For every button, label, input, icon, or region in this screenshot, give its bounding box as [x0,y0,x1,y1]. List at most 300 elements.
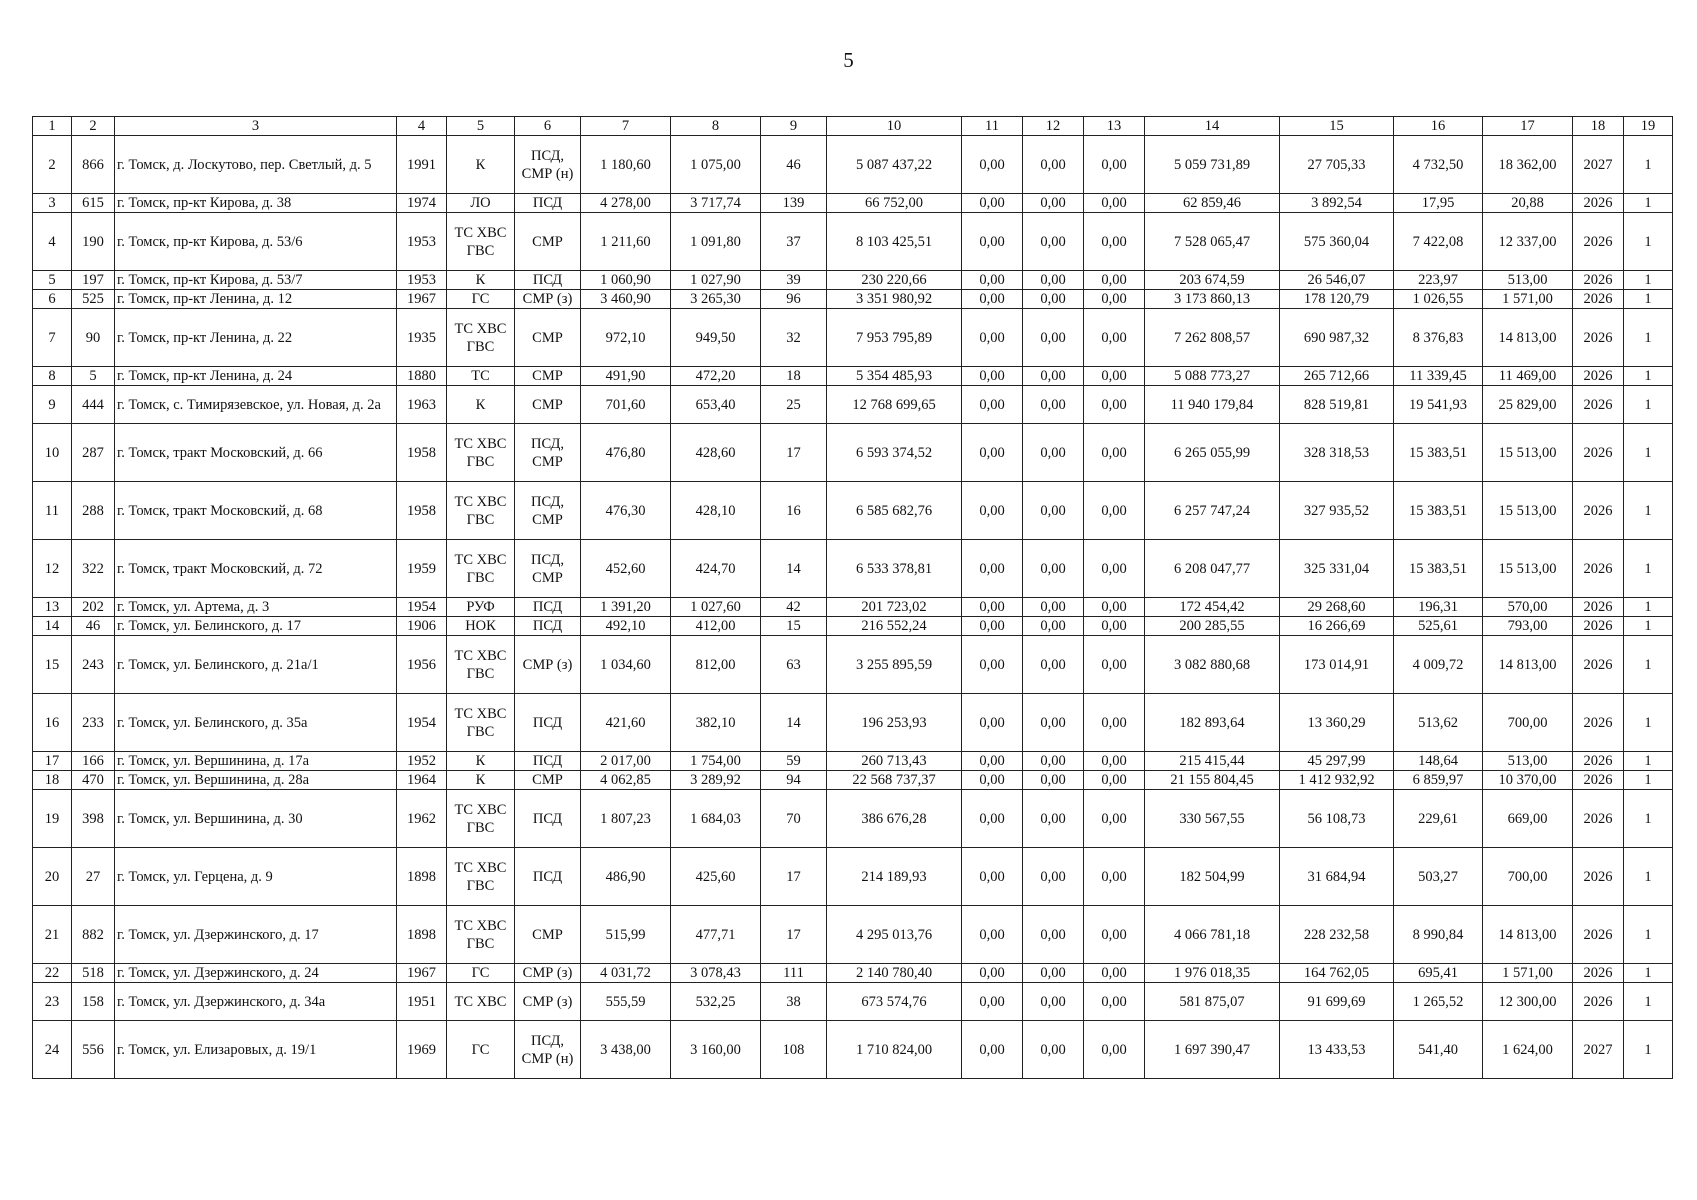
col-14-value-cell: 11 940 179,84 [1145,386,1280,424]
col-15-value-cell: 265 712,66 [1280,367,1394,386]
row-index-cell: 7 [33,309,72,367]
year-planned-cell: 2026 [1573,694,1624,752]
col-17-value-cell: 1 624,00 [1483,1021,1573,1079]
col-16-value-cell: 19 541,93 [1394,386,1483,424]
residents-cell: 15 [761,617,827,636]
year-cell: 1956 [397,636,447,694]
table-row [33,271,1673,290]
address-cell: г. Томск, ул. Дзержинского, д. 34а [115,983,397,1021]
col-15-value-cell: 575 360,04 [1280,213,1394,271]
col-19-value-cell: 1 [1624,136,1673,194]
col-15-value-cell: 26 546,07 [1280,271,1394,290]
column-number-4: 4 [397,117,447,136]
living-area-cell: 812,00 [671,636,761,694]
residents-cell: 14 [761,694,827,752]
table-row [33,386,1673,424]
work-type-cell: СМР [515,367,581,386]
row-index-cell: 10 [33,424,72,482]
work-type-cell: ПСД, СМР [515,424,581,482]
col-14-value-cell: 7 528 065,47 [1145,213,1280,271]
work-type-cell: ПСД [515,694,581,752]
col-12-value-cell: 0,00 [1023,367,1084,386]
address-cell: г. Томск, ул. Артема, д. 3 [115,598,397,617]
col-11-value-cell: 0,00 [962,771,1023,790]
row-index-cell: 14 [33,617,72,636]
object-id-cell: 866 [72,136,115,194]
total-area-cell: 1 180,60 [581,136,671,194]
year-planned-cell: 2026 [1573,540,1624,598]
row-index-cell: 15 [33,636,72,694]
total-cost-cell: 6 533 378,81 [827,540,962,598]
total-cost-cell: 8 103 425,51 [827,213,962,271]
year-planned-cell: 2026 [1573,367,1624,386]
col-12-value-cell: 0,00 [1023,636,1084,694]
system-type-cell: К [447,271,515,290]
object-id-cell: 202 [72,598,115,617]
col-14-value-cell: 5 059 731,89 [1145,136,1280,194]
col-17-value-cell: 15 513,00 [1483,540,1573,598]
year-planned-cell: 2026 [1573,194,1624,213]
col-13-value-cell: 0,00 [1084,1021,1145,1079]
year-cell: 1953 [397,213,447,271]
year-planned-cell: 2026 [1573,598,1624,617]
total-area-cell: 4 278,00 [581,194,671,213]
col-16-value-cell: 15 383,51 [1394,540,1483,598]
col-16-value-cell: 541,40 [1394,1021,1483,1079]
col-14-value-cell: 4 066 781,18 [1145,906,1280,964]
work-type-cell: ПСД [515,194,581,213]
address-cell: г. Томск, ул. Вершинина, д. 17а [115,752,397,771]
col-11-value-cell: 0,00 [962,1021,1023,1079]
residents-cell: 38 [761,983,827,1021]
address-cell: г. Томск, пр-кт Ленина, д. 24 [115,367,397,386]
col-15-value-cell: 173 014,91 [1280,636,1394,694]
col-13-value-cell: 0,00 [1084,983,1145,1021]
total-area-cell: 4 062,85 [581,771,671,790]
system-type-cell: ТС ХВС ГВС [447,424,515,482]
col-13-value-cell: 0,00 [1084,694,1145,752]
system-type-cell: К [447,136,515,194]
residents-cell: 17 [761,906,827,964]
page-number: 5 [843,48,854,72]
col-13-value-cell: 0,00 [1084,213,1145,271]
year-planned-cell: 2026 [1573,752,1624,771]
table-row [33,482,1673,540]
col-12-value-cell: 0,00 [1023,136,1084,194]
col-12-value-cell: 0,00 [1023,906,1084,964]
total-area-cell: 1 211,60 [581,213,671,271]
col-12-value-cell: 0,00 [1023,194,1084,213]
register-table [32,116,1673,1079]
column-number-18: 18 [1573,117,1624,136]
residents-cell: 139 [761,194,827,213]
col-12-value-cell: 0,00 [1023,540,1084,598]
col-19-value-cell: 1 [1624,636,1673,694]
total-area-cell: 3 438,00 [581,1021,671,1079]
col-14-value-cell: 330 567,55 [1145,790,1280,848]
col-19-value-cell: 1 [1624,790,1673,848]
column-number-13: 13 [1084,117,1145,136]
col-12-value-cell: 0,00 [1023,617,1084,636]
year-planned-cell: 2026 [1573,617,1624,636]
col-13-value-cell: 0,00 [1084,790,1145,848]
col-11-value-cell: 0,00 [962,694,1023,752]
object-id-cell: 525 [72,290,115,309]
column-number-8: 8 [671,117,761,136]
residents-cell: 16 [761,482,827,540]
col-16-value-cell: 695,41 [1394,964,1483,983]
col-16-value-cell: 1 026,55 [1394,290,1483,309]
col-17-value-cell: 25 829,00 [1483,386,1573,424]
col-14-value-cell: 21 155 804,45 [1145,771,1280,790]
col-13-value-cell: 0,00 [1084,617,1145,636]
living-area-cell: 3 289,92 [671,771,761,790]
total-cost-cell: 66 752,00 [827,194,962,213]
total-area-cell: 701,60 [581,386,671,424]
table-row [33,290,1673,309]
living-area-cell: 1 027,60 [671,598,761,617]
address-cell: г. Томск, пр-кт Кирова, д. 53/7 [115,271,397,290]
table-row [33,1021,1673,1079]
total-cost-cell: 201 723,02 [827,598,962,617]
total-area-cell: 452,60 [581,540,671,598]
col-16-value-cell: 4 009,72 [1394,636,1483,694]
residents-cell: 32 [761,309,827,367]
residents-cell: 111 [761,964,827,983]
object-id-cell: 243 [72,636,115,694]
system-type-cell: ТС ХВС ГВС [447,790,515,848]
object-id-cell: 190 [72,213,115,271]
col-11-value-cell: 0,00 [962,540,1023,598]
system-type-cell: ЛО [447,194,515,213]
year-planned-cell: 2027 [1573,1021,1624,1079]
column-number-2: 2 [72,117,115,136]
col-11-value-cell: 0,00 [962,752,1023,771]
year-planned-cell: 2026 [1573,424,1624,482]
col-16-value-cell: 196,31 [1394,598,1483,617]
col-17-value-cell: 513,00 [1483,271,1573,290]
work-type-cell: СМР (з) [515,290,581,309]
living-area-cell: 412,00 [671,617,761,636]
year-planned-cell: 2026 [1573,309,1624,367]
column-number-3: 3 [115,117,397,136]
total-area-cell: 4 031,72 [581,964,671,983]
col-14-value-cell: 200 285,55 [1145,617,1280,636]
year-planned-cell: 2026 [1573,271,1624,290]
col-19-value-cell: 1 [1624,906,1673,964]
work-type-cell: СМР [515,906,581,964]
col-15-value-cell: 178 120,79 [1280,290,1394,309]
residents-cell: 70 [761,790,827,848]
col-15-value-cell: 164 762,05 [1280,964,1394,983]
address-cell: г. Томск, тракт Московский, д. 66 [115,424,397,482]
col-17-value-cell: 700,00 [1483,694,1573,752]
total-cost-cell: 216 552,24 [827,617,962,636]
table-row [33,367,1673,386]
col-12-value-cell: 0,00 [1023,424,1084,482]
column-number-16: 16 [1394,117,1483,136]
col-11-value-cell: 0,00 [962,290,1023,309]
table-row [33,964,1673,983]
col-19-value-cell: 1 [1624,983,1673,1021]
col-11-value-cell: 0,00 [962,271,1023,290]
address-cell: г. Томск, тракт Московский, д. 68 [115,482,397,540]
col-13-value-cell: 0,00 [1084,290,1145,309]
object-id-cell: 882 [72,906,115,964]
work-type-cell: ПСД [515,848,581,906]
year-cell: 1967 [397,290,447,309]
address-cell: г. Томск, ул. Дзержинского, д. 17 [115,906,397,964]
year-cell: 1951 [397,983,447,1021]
address-cell: г. Томск, с. Тимирязевское, ул. Новая, д. 2а [115,386,397,424]
table-row [33,771,1673,790]
col-12-value-cell: 0,00 [1023,213,1084,271]
living-area-cell: 477,71 [671,906,761,964]
object-id-cell: 27 [72,848,115,906]
total-cost-cell: 6 593 374,52 [827,424,962,482]
col-16-value-cell: 229,61 [1394,790,1483,848]
total-cost-cell: 1 710 824,00 [827,1021,962,1079]
column-number-15: 15 [1280,117,1394,136]
work-type-cell: СМР [515,771,581,790]
address-cell: г. Томск, ул. Вершинина, д. 30 [115,790,397,848]
table-body [33,136,1673,1079]
year-cell: 1969 [397,1021,447,1079]
col-15-value-cell: 3 892,54 [1280,194,1394,213]
col-13-value-cell: 0,00 [1084,309,1145,367]
row-index-cell: 20 [33,848,72,906]
living-area-cell: 1 075,00 [671,136,761,194]
col-11-value-cell: 0,00 [962,617,1023,636]
row-index-cell: 2 [33,136,72,194]
total-area-cell: 486,90 [581,848,671,906]
total-area-cell: 515,99 [581,906,671,964]
living-area-cell: 3 717,74 [671,194,761,213]
work-type-cell: ПСД [515,617,581,636]
residents-cell: 14 [761,540,827,598]
living-area-cell: 1 754,00 [671,752,761,771]
table-row [33,309,1673,367]
col-15-value-cell: 27 705,33 [1280,136,1394,194]
col-11-value-cell: 0,00 [962,848,1023,906]
col-13-value-cell: 0,00 [1084,752,1145,771]
col-16-value-cell: 6 859,97 [1394,771,1483,790]
object-id-cell: 398 [72,790,115,848]
table-row [33,790,1673,848]
col-17-value-cell: 10 370,00 [1483,771,1573,790]
total-area-cell: 1 034,60 [581,636,671,694]
work-type-cell: СМР (з) [515,983,581,1021]
year-planned-cell: 2026 [1573,290,1624,309]
col-15-value-cell: 56 108,73 [1280,790,1394,848]
year-planned-cell: 2026 [1573,213,1624,271]
col-19-value-cell: 1 [1624,424,1673,482]
column-number-17: 17 [1483,117,1573,136]
col-15-value-cell: 228 232,58 [1280,906,1394,964]
total-cost-cell: 6 585 682,76 [827,482,962,540]
total-area-cell: 2 017,00 [581,752,671,771]
col-17-value-cell: 570,00 [1483,598,1573,617]
year-cell: 1880 [397,367,447,386]
work-type-cell: ПСД, СМР (н) [515,136,581,194]
system-type-cell: РУФ [447,598,515,617]
col-17-value-cell: 11 469,00 [1483,367,1573,386]
col-12-value-cell: 0,00 [1023,694,1084,752]
total-cost-cell: 673 574,76 [827,983,962,1021]
col-11-value-cell: 0,00 [962,386,1023,424]
living-area-cell: 382,10 [671,694,761,752]
system-type-cell: ГС [447,1021,515,1079]
table-row [33,424,1673,482]
object-id-cell: 5 [72,367,115,386]
col-16-value-cell: 11 339,45 [1394,367,1483,386]
living-area-cell: 532,25 [671,983,761,1021]
residents-cell: 25 [761,386,827,424]
year-cell: 1964 [397,771,447,790]
col-19-value-cell: 1 [1624,367,1673,386]
col-13-value-cell: 0,00 [1084,771,1145,790]
table-row [33,617,1673,636]
row-index-cell: 5 [33,271,72,290]
total-area-cell: 421,60 [581,694,671,752]
living-area-cell: 425,60 [671,848,761,906]
address-cell: г. Томск, пр-кт Кирова, д. 38 [115,194,397,213]
col-17-value-cell: 12 300,00 [1483,983,1573,1021]
col-15-value-cell: 328 318,53 [1280,424,1394,482]
col-15-value-cell: 29 268,60 [1280,598,1394,617]
row-index-cell: 16 [33,694,72,752]
object-id-cell: 90 [72,309,115,367]
col-17-value-cell: 513,00 [1483,752,1573,771]
col-12-value-cell: 0,00 [1023,598,1084,617]
col-17-value-cell: 15 513,00 [1483,424,1573,482]
object-id-cell: 470 [72,771,115,790]
address-cell: г. Томск, ул. Белинского, д. 21а/1 [115,636,397,694]
year-cell: 1953 [397,271,447,290]
table-row [33,983,1673,1021]
year-cell: 1935 [397,309,447,367]
col-11-value-cell: 0,00 [962,482,1023,540]
residents-cell: 39 [761,271,827,290]
living-area-cell: 949,50 [671,309,761,367]
col-16-value-cell: 15 383,51 [1394,424,1483,482]
col-12-value-cell: 0,00 [1023,771,1084,790]
col-15-value-cell: 31 684,94 [1280,848,1394,906]
living-area-cell: 653,40 [671,386,761,424]
year-planned-cell: 2026 [1573,983,1624,1021]
col-16-value-cell: 4 732,50 [1394,136,1483,194]
col-16-value-cell: 503,27 [1394,848,1483,906]
work-type-cell: СМР [515,309,581,367]
residents-cell: 42 [761,598,827,617]
col-19-value-cell: 1 [1624,309,1673,367]
col-14-value-cell: 182 504,99 [1145,848,1280,906]
col-17-value-cell: 1 571,00 [1483,964,1573,983]
year-planned-cell: 2026 [1573,906,1624,964]
column-number-9: 9 [761,117,827,136]
col-13-value-cell: 0,00 [1084,367,1145,386]
col-14-value-cell: 182 893,64 [1145,694,1280,752]
total-area-cell: 492,10 [581,617,671,636]
col-19-value-cell: 1 [1624,848,1673,906]
address-cell: г. Томск, ул. Вершинина, д. 28а [115,771,397,790]
column-number-10: 10 [827,117,962,136]
year-planned-cell: 2026 [1573,636,1624,694]
work-type-cell: ПСД, СМР [515,540,581,598]
col-19-value-cell: 1 [1624,213,1673,271]
object-id-cell: 287 [72,424,115,482]
col-14-value-cell: 6 208 047,77 [1145,540,1280,598]
year-planned-cell: 2026 [1573,386,1624,424]
col-16-value-cell: 223,97 [1394,271,1483,290]
address-cell: г. Томск, ул. Дзержинского, д. 24 [115,964,397,983]
column-number-7: 7 [581,117,671,136]
total-area-cell: 1 391,20 [581,598,671,617]
year-cell: 1954 [397,694,447,752]
total-cost-cell: 386 676,28 [827,790,962,848]
living-area-cell: 1 091,80 [671,213,761,271]
col-19-value-cell: 1 [1624,1021,1673,1079]
system-type-cell: ТС ХВС ГВС [447,540,515,598]
total-area-cell: 3 460,90 [581,290,671,309]
object-id-cell: 197 [72,271,115,290]
column-number-11: 11 [962,117,1023,136]
table-row [33,694,1673,752]
col-11-value-cell: 0,00 [962,983,1023,1021]
col-16-value-cell: 8 990,84 [1394,906,1483,964]
living-area-cell: 428,10 [671,482,761,540]
col-16-value-cell: 148,64 [1394,752,1483,771]
col-17-value-cell: 18 362,00 [1483,136,1573,194]
column-number-row [33,117,1673,136]
col-15-value-cell: 45 297,99 [1280,752,1394,771]
residents-cell: 37 [761,213,827,271]
system-type-cell: ГС [447,964,515,983]
living-area-cell: 472,20 [671,367,761,386]
living-area-cell: 3 160,00 [671,1021,761,1079]
col-12-value-cell: 0,00 [1023,290,1084,309]
total-cost-cell: 5 354 485,93 [827,367,962,386]
table-row [33,598,1673,617]
living-area-cell: 3 265,30 [671,290,761,309]
residents-cell: 46 [761,136,827,194]
col-17-value-cell: 14 813,00 [1483,906,1573,964]
row-index-cell: 8 [33,367,72,386]
year-planned-cell: 2026 [1573,482,1624,540]
col-19-value-cell: 1 [1624,964,1673,983]
object-id-cell: 166 [72,752,115,771]
col-13-value-cell: 0,00 [1084,136,1145,194]
col-11-value-cell: 0,00 [962,424,1023,482]
col-14-value-cell: 581 875,07 [1145,983,1280,1021]
system-type-cell: ГС [447,290,515,309]
total-cost-cell: 196 253,93 [827,694,962,752]
address-cell: г. Томск, пр-кт Кирова, д. 53/6 [115,213,397,271]
col-12-value-cell: 0,00 [1023,752,1084,771]
object-id-cell: 556 [72,1021,115,1079]
year-cell: 1959 [397,540,447,598]
col-17-value-cell: 700,00 [1483,848,1573,906]
year-cell: 1898 [397,906,447,964]
col-19-value-cell: 1 [1624,752,1673,771]
col-15-value-cell: 828 519,81 [1280,386,1394,424]
col-16-value-cell: 8 376,83 [1394,309,1483,367]
col-12-value-cell: 0,00 [1023,309,1084,367]
living-area-cell: 428,60 [671,424,761,482]
year-cell: 1898 [397,848,447,906]
column-number-12: 12 [1023,117,1084,136]
column-number-14: 14 [1145,117,1280,136]
